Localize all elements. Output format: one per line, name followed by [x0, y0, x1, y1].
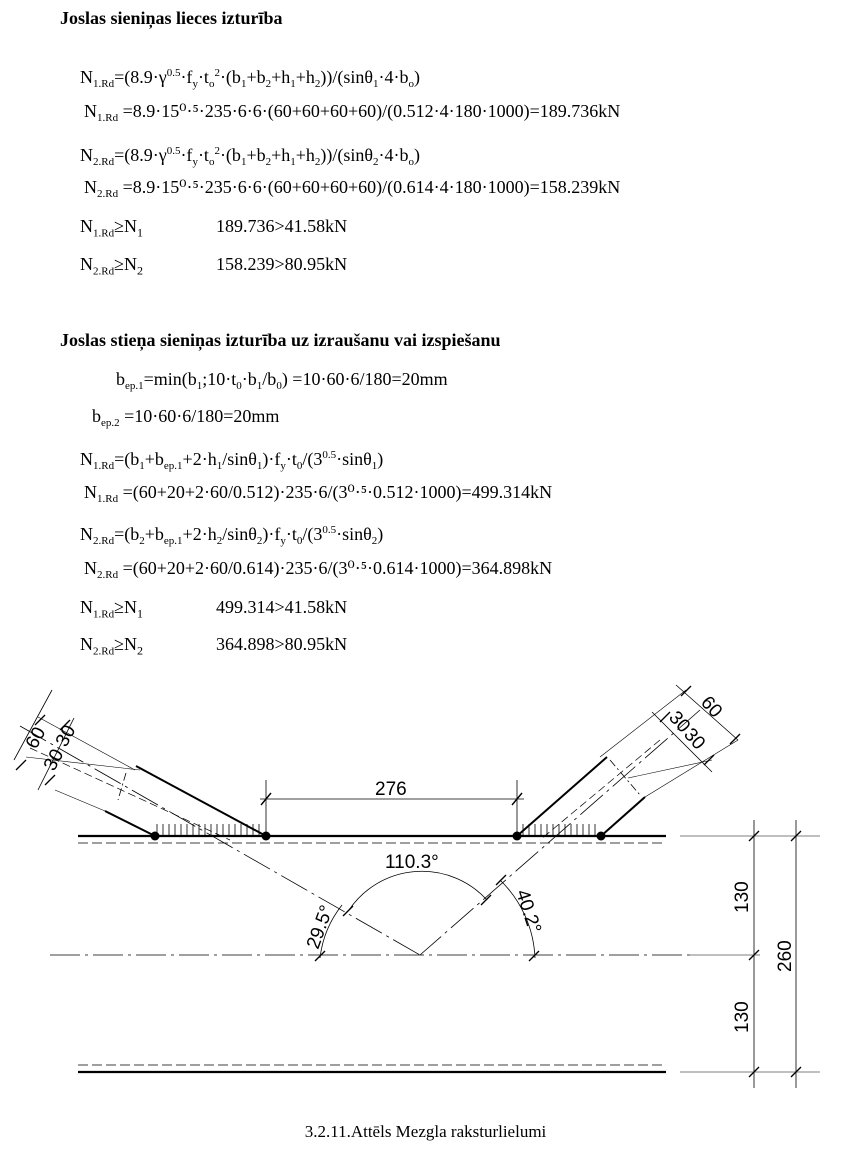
figure-caption: 3.2.11.Attēls Mezgla raksturlielumi: [304, 1122, 547, 1141]
left-brace-break: [118, 773, 126, 800]
s1-cmp1-lhs: $N_{1.Rd}\ge N_1$: [80, 216, 143, 240]
right-60-label: 60: [696, 692, 727, 723]
s2-cmp2-value: 364.898>80.95kN: [216, 634, 348, 654]
right-brace-edge-outer: [601, 797, 645, 836]
s2-eq1: $N_{1.Rd}=(b_1+b_{ep.1}+2\cdot h_1/\sin\theta_1)\cdot f_y\cdot t_0/(3^{0.5}\cdot\sin\theta_1)$: [80, 449, 384, 472]
left-30a-label: 30: [39, 745, 69, 775]
node-3: [513, 832, 522, 841]
s1-cmp1-value: 189.736>41.58kN: [216, 216, 348, 236]
right-30a-label: 30: [664, 707, 695, 738]
left-weld-hatch: [156, 824, 264, 836]
left-brace-edge-outer: [105, 811, 155, 836]
node-4: [597, 832, 606, 841]
right-weld-hatch: [519, 824, 599, 836]
s2-cmp1-value: 499.314>41.58kN: [216, 597, 348, 617]
dim-276-label: 276: [375, 779, 407, 800]
right-30b-label: 30: [679, 724, 710, 755]
section2-heading: Joslas stieņa sieniņas izturība uz izraušanu vai izspiešanu: [60, 330, 501, 350]
dim-130-bottom-label: 130: [732, 1001, 753, 1033]
s1-eq4: $N_{2.Rd} =8.9\cdot 15^0\cdot^5\cdot 235\cdot 6\cdot 6\cdot(60+60+60+60)/(0.614\cdot 4\cdot 180\cdot 1000)=158.239kN$: [84, 177, 621, 200]
s2-cmp1-lhs: $N_{1.Rd}\ge N_1$: [80, 597, 143, 621]
s2-cmp2-lhs: $N_{2.Rd}\ge N_2$: [80, 634, 143, 658]
s2-bep1: $b_{ep.1}=\min(b_1;10\cdot t_0\cdot b_1/b_0) =10\cdot 60\cdot 6/180=20mm$: [116, 369, 448, 392]
dim-260-label: 260: [775, 940, 796, 972]
s2-bep2: $b_{ep.2} =10\cdot 60\cdot 6/180=20mm$: [92, 406, 280, 429]
dim-130-top-label: 130: [732, 881, 753, 913]
left-60-label: 60: [21, 723, 51, 753]
s2-eq4: $N_{2.Rd} =(60+20+2\cdot 60/0.614)\cdot 235\cdot 6/(3^0\cdot^5\cdot 0.614\cdot 1000)=364.898kN$: [84, 558, 553, 581]
angle-29-label: 29.5°: [302, 902, 338, 952]
section1-heading: Joslas sieniņas lieces izturība: [60, 8, 283, 28]
s1-eq3: $N_{2.Rd}=(8.9\cdot\gamma^{0.5}\cdot f_y\cdot t_o^2\cdot(b_1+b_2+h_1+h_2))/(\sin\theta_2\cdot 4\cdot b_o)$: [80, 145, 421, 168]
node-1: [151, 832, 160, 841]
s2-eq3: $N_{2.Rd}=(b_2+b_{ep.1}+2\cdot h_2/\sin\theta_2)\cdot f_y\cdot t_0/(3^{0.5}\cdot\sin\theta_2)$: [80, 524, 384, 547]
angle-110-label: 110.3°: [385, 852, 439, 873]
s1-eq1: $N_{1.Rd}=(8.9\cdot\gamma^{0.5}\cdot f_y\cdot t_o^2\cdot(b_1+b_2+h_1+h_2))/(\sin\theta_1\cdot 4\cdot b_o)$: [80, 67, 421, 90]
s1-cmp2-lhs: $N_{2.Rd}\ge N_2$: [80, 254, 143, 278]
joint-drawing: [0, 670, 851, 1110]
node-2: [262, 832, 271, 841]
left-30b-label: 30: [51, 721, 81, 751]
s1-cmp2-value: 158.239>80.95kN: [216, 254, 348, 274]
s2-eq2: $N_{1.Rd} =(60+20+2\cdot 60/0.512)\cdot 235\cdot 6/(3^0\cdot^5\cdot 0.512\cdot 1000)=499.314kN$: [84, 482, 553, 505]
arc-110-3: [349, 871, 487, 910]
left-brace-axis: [20, 723, 420, 955]
right-brace-break: [610, 760, 640, 795]
angle-40-label: 40.2°: [511, 887, 545, 936]
s1-eq2: $N_{1.Rd} =8.9\cdot 15^0\cdot^5\cdot 235\cdot 6\cdot 6\cdot(60+60+60+60)/(0.512\cdot 4\cdot 180\cdot 1000)=189.736kN$: [84, 101, 621, 124]
